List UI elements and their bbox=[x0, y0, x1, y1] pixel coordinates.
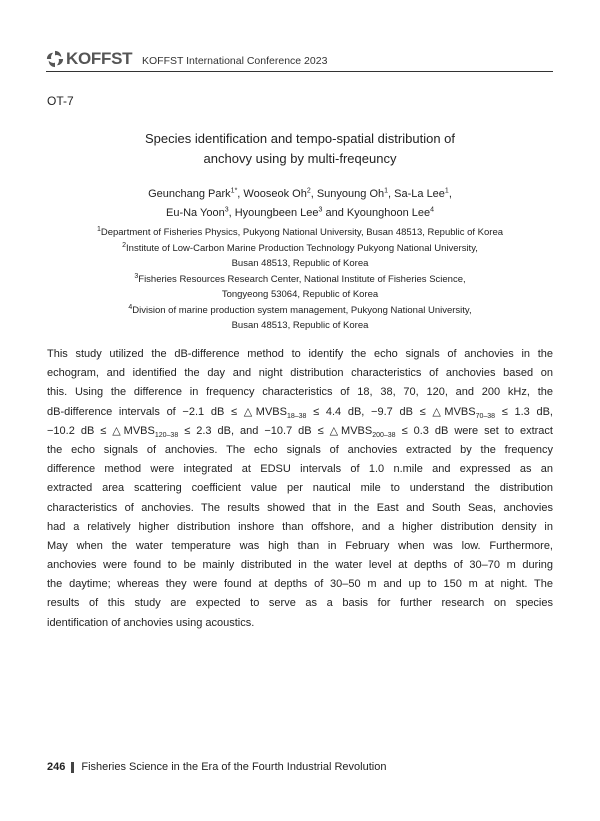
affiliation-line bbox=[0, 318, 600, 334]
subscript-range: 70–38 bbox=[475, 412, 496, 420]
conference-name: KOFFST International Conference 2023 bbox=[142, 55, 328, 67]
author-list bbox=[0, 185, 600, 223]
author-name: Eu-Na Yoon bbox=[165, 207, 225, 219]
logo-text: KOFFST bbox=[66, 49, 133, 68]
abstract-line: had a relatively higher distribution inshore than offshore, and a higher distribution density in bbox=[47, 520, 553, 533]
author-name: Wooseok Oh bbox=[243, 188, 307, 200]
author-name: Sa-La Lee bbox=[394, 188, 445, 200]
subscript-range: 120–38 bbox=[154, 431, 179, 439]
author-name: Geunchang Park bbox=[148, 188, 231, 200]
author-affiliation-mark: 1 bbox=[384, 187, 389, 195]
abstract-line: −10.2 dB ≤ $\triangle MVBS_{120-38} \le 2.3$ dB, and −10.7 dB ≤ $\triangle MVBS_{200-38} \le 0.3$ dB were set to extract bbox=[47, 424, 553, 439]
affiliation-line bbox=[0, 303, 600, 319]
abstract-line: difference method were integrated at EDSU intervals of 1.0 n.mile and expressed as an bbox=[47, 463, 553, 476]
header-rule bbox=[46, 71, 553, 72]
affiliation-text: Institute of Low-Carbon Marine Production Technology Pukyong National University, bbox=[126, 242, 478, 254]
abstract-line: This study utilized the dB-difference method to identify the echo signals of anchovies in the bbox=[47, 348, 553, 360]
author-name: Kyounghoon Lee bbox=[346, 207, 431, 219]
book-title: Fisheries Science in the Era of the Fourth Industrial Revolution bbox=[81, 761, 387, 773]
abstract-body bbox=[47, 345, 553, 633]
affiliation-line bbox=[0, 287, 600, 303]
paper-code: OT-7 bbox=[47, 94, 74, 108]
title-line: anchovy using by multi-freqeuncy bbox=[203, 151, 397, 166]
author-name: Sunyoung Oh bbox=[316, 188, 385, 200]
affiliation-text: Division of marine production system management, Pukyong National University, bbox=[132, 304, 472, 316]
page-footer bbox=[47, 761, 386, 773]
affiliation-mark: 1 bbox=[96, 225, 101, 233]
author-affiliation-mark: 1* bbox=[230, 187, 238, 195]
affiliation-line bbox=[0, 272, 600, 288]
abstract-line: dB-difference intervals of −2.1 dB ≤ $\triangle MVBS_{18-38} \le 4.4$ dB, −9.7 dB ≤ $\triangle MVBS_{70-38} \le 1.3$ dB, bbox=[47, 405, 553, 420]
author-affiliation-mark: 3 bbox=[318, 206, 323, 214]
author-line: Eu-Na Yoon$^3$, Hyoungbeen Lee$^3$ and Kyounghoon Lee$^4$ bbox=[165, 206, 434, 219]
affiliation-text: Busan 48513, Republic of Korea bbox=[231, 320, 369, 331]
author-line: Geunchang Park$^{1*}$, Wooseok Oh$^2$, Sunyoung Oh$^1$, Sa-La Lee$^1$, bbox=[148, 187, 452, 200]
abstract-line: anchovies were found to be mainly distributed in the water level at depths of 30–70 m during bbox=[47, 559, 553, 572]
affiliation-line bbox=[0, 256, 600, 272]
affiliation-text: Fisheries Resources Research Center, National Institute of Fisheries Science, bbox=[138, 273, 466, 285]
abstract-line: the echo signals of anchovies. The echo signals of anchovies extracted by the frequency bbox=[47, 443, 553, 456]
fish-swirl-icon bbox=[46, 50, 64, 68]
paper-title bbox=[0, 129, 600, 169]
affiliation-line bbox=[0, 241, 600, 257]
abstract-line: May when the water temperature was high than in February when was low. Furthermore, bbox=[47, 539, 553, 552]
affiliation-mark: 3 bbox=[134, 272, 139, 280]
abstract-line: identification of anchovies using acoustics. bbox=[47, 616, 255, 629]
koffst-logo bbox=[46, 50, 132, 68]
author-affiliation-mark: 2 bbox=[306, 187, 311, 195]
footer-divider bbox=[71, 762, 74, 773]
affiliation-mark: 4 bbox=[128, 303, 133, 311]
affiliation-text: Busan 48513, Republic of Korea bbox=[231, 258, 369, 269]
abstract-line: characteristics of anchovies. The results showed that in the East and South Seas, anchovies bbox=[47, 501, 553, 514]
abstract-line: the daytime; whereas they were found at depths of 30–50 m and up to 150 m at night. The bbox=[47, 578, 553, 591]
page-header bbox=[46, 50, 553, 72]
affiliation-text: Tongyeong 53064, Republic of Korea bbox=[221, 289, 379, 300]
subscript-range: 200–38 bbox=[372, 431, 396, 439]
affiliation-line bbox=[0, 225, 600, 241]
abstract-line: this. Using the difference in frequency characteristics of 18, 38, 70, 120, and 200 kHz, the bbox=[47, 386, 553, 399]
author-affiliation-mark: 1 bbox=[444, 187, 449, 195]
abstract-line: extracted area scattering coefficient value per nautical mile to understand the distribution bbox=[47, 482, 553, 495]
abstract-line: echogram, and identified the day and night distribution characteristics of anchovies based on bbox=[47, 367, 553, 380]
subscript-range: 18–38 bbox=[286, 412, 307, 420]
affiliation-list bbox=[0, 225, 600, 334]
abstract-line: results of this study are expected to serve as a basis for further research on species bbox=[47, 597, 553, 610]
affiliation-mark: 2 bbox=[122, 241, 127, 249]
author-affiliation-mark: 4 bbox=[430, 206, 434, 214]
title-line: Species identification and tempo-spatial distribution of bbox=[144, 131, 455, 146]
author-name: Hyoungbeen Lee bbox=[234, 207, 319, 219]
affiliation-text: Department of Fisheries Physics, Pukyong National University, Busan 48513, Republic of Korea bbox=[100, 227, 504, 238]
page-number: 246 bbox=[47, 761, 66, 773]
author-affiliation-mark: 3 bbox=[224, 206, 229, 214]
